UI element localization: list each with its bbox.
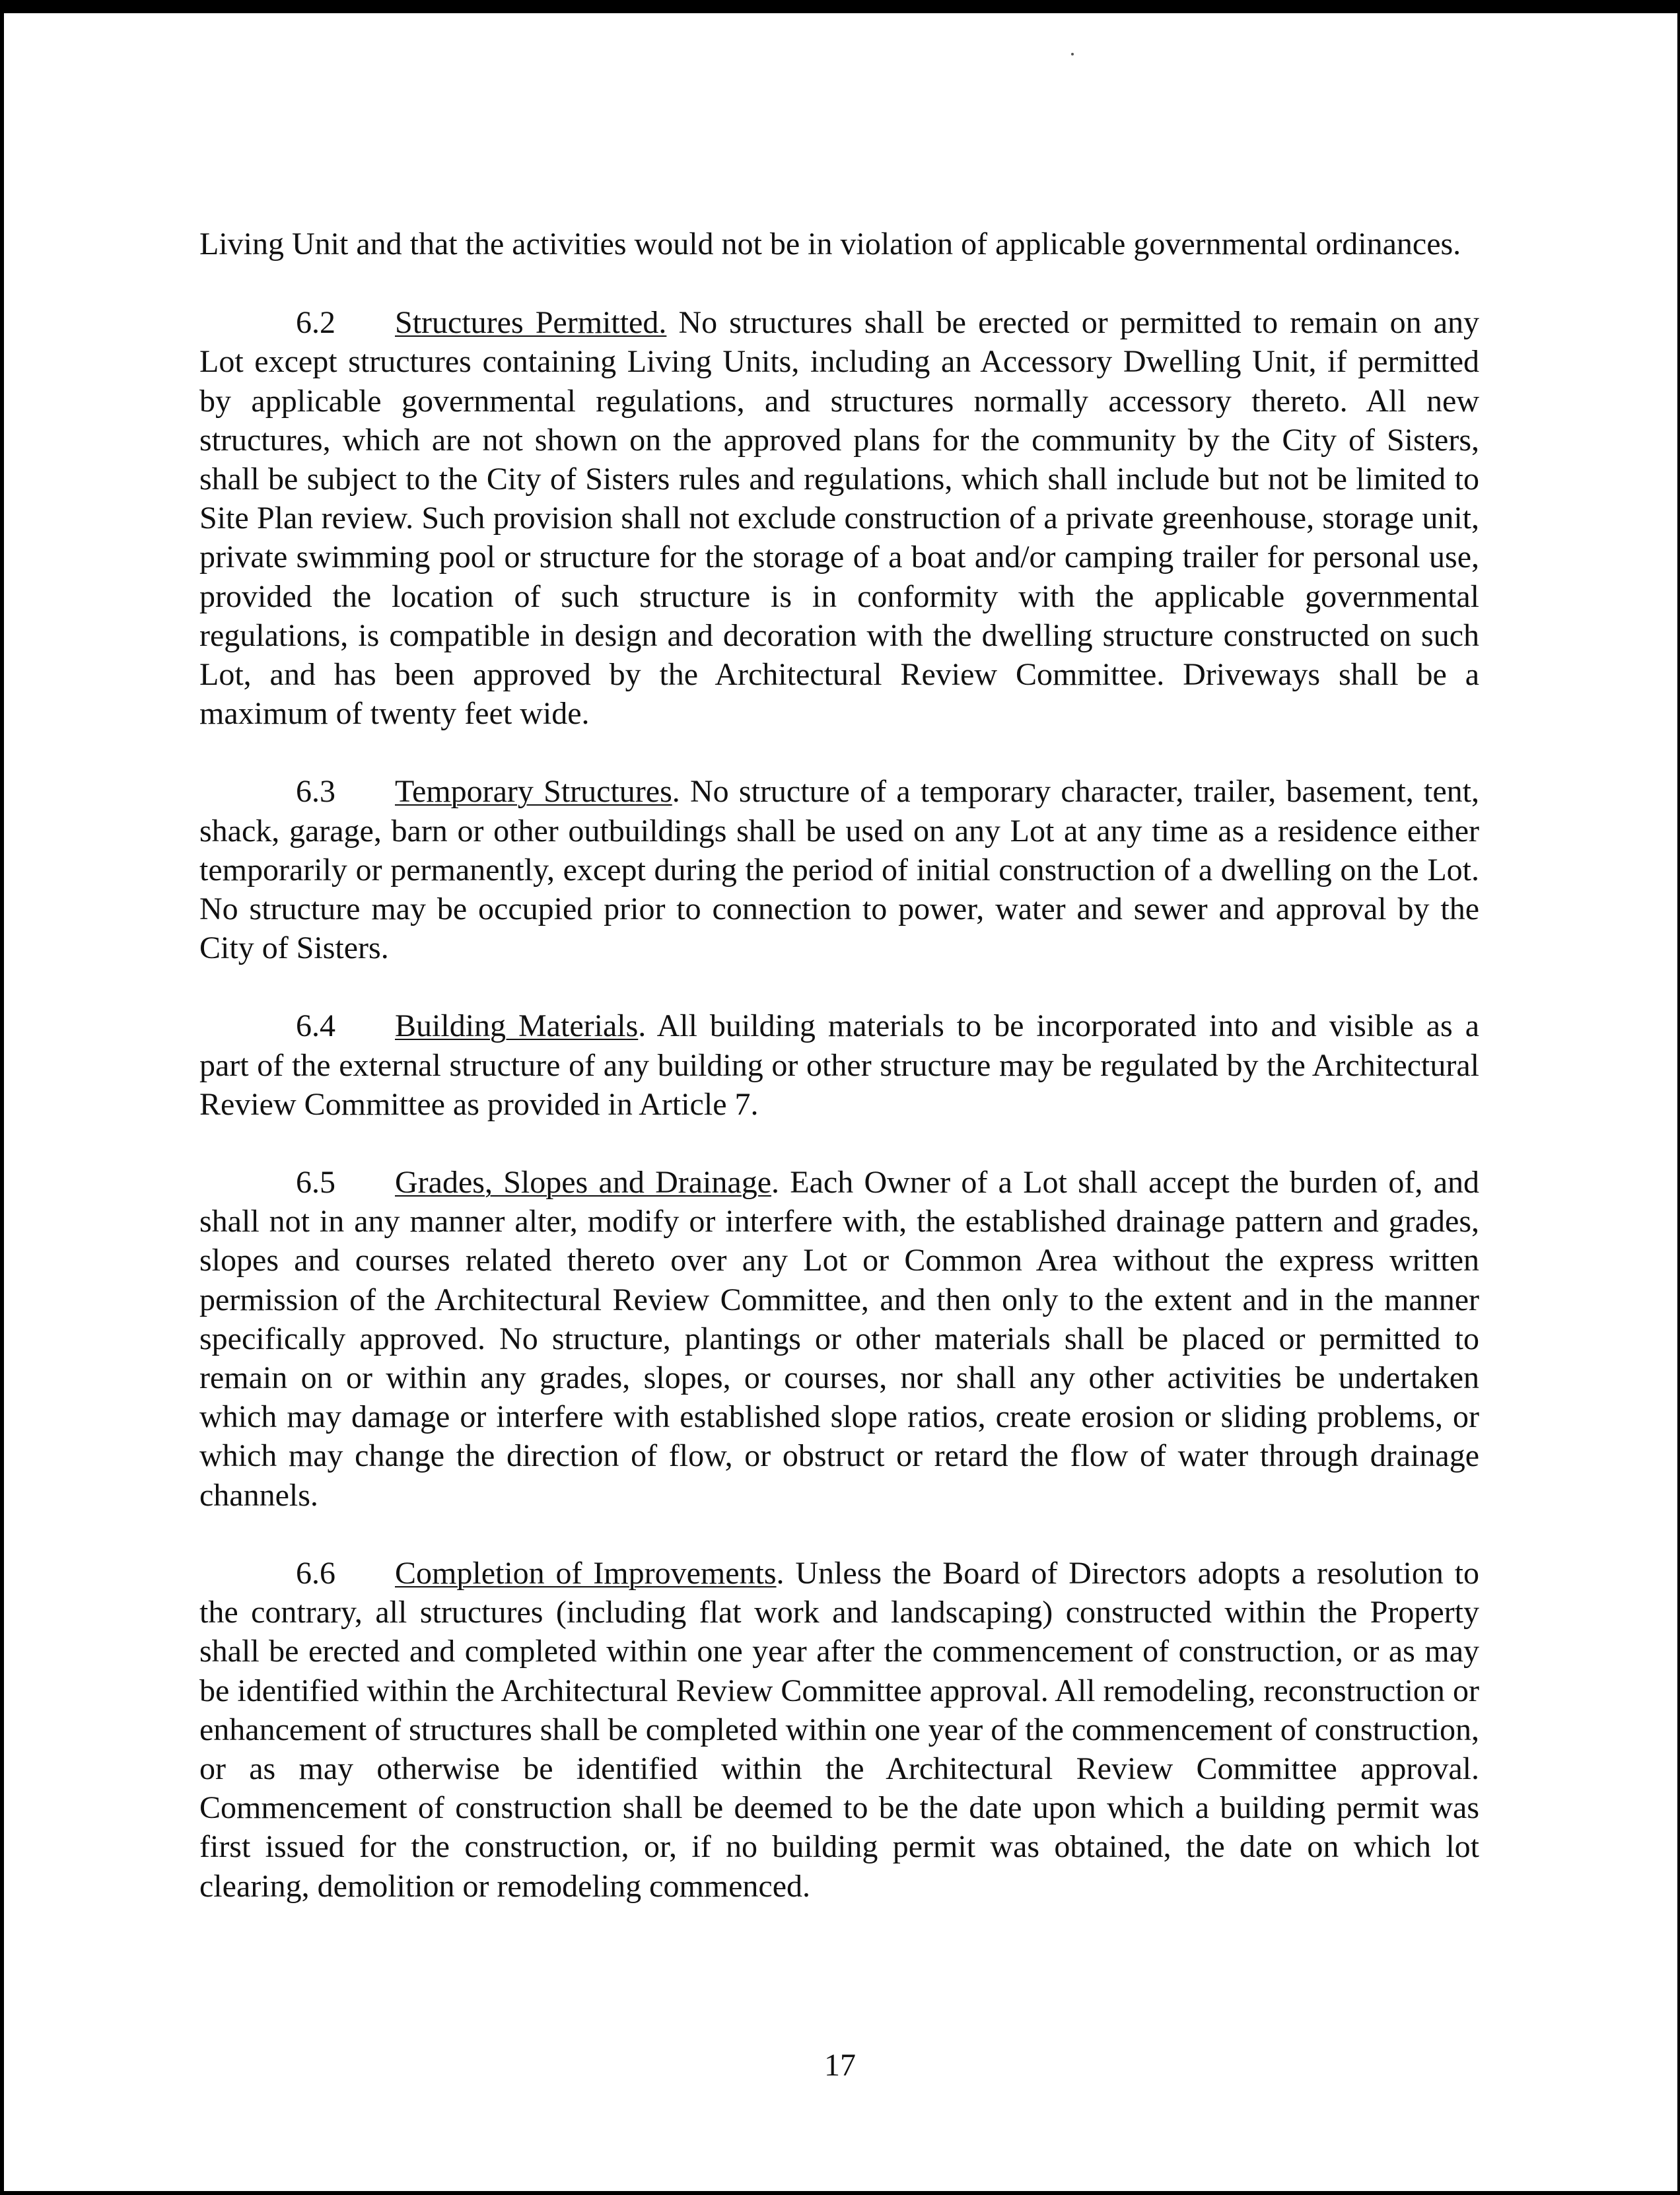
section-title: Temporary Structures xyxy=(395,774,672,810)
section-title: Completion of Improvements xyxy=(395,1555,777,1591)
intro-text: Living Unit and that the activities would not be in violation of applicable governmental ordinances. xyxy=(199,226,1461,261)
section-6-3 xyxy=(199,772,1479,967)
page-number: 17 xyxy=(824,2048,856,2083)
section-6-6 xyxy=(199,1554,1479,1906)
section-6-2 xyxy=(199,303,1479,733)
section-number: 6.6 xyxy=(296,1555,335,1591)
section-number: 6.5 xyxy=(296,1165,335,1201)
section-6-5 xyxy=(199,1163,1479,1515)
scan-bottom-border xyxy=(0,2191,1680,2195)
section-number: 6.2 xyxy=(296,305,335,341)
section-body: . Unless the Board of Directors adopts a resolution to the contrary, all structures (including flat work and landscaping) constructed within the Property shall be erected and completed within one year after the commencement of construction, or as may be identified within the Architectural Review Committee approval. All remodeling, reconstruction or enhancement of structures shall be completed within one year of the commencement of construction, or as may otherwise be identified within the Architectural Review Committee approval. Commencement of construction shall be deemed to be the date upon which a building permit was first issued for the construction, or, if no building permit was obtained, the date on which lot clearing, demolition or remodeling commenced. xyxy=(199,1555,1479,1904)
section-number: 6.4 xyxy=(296,1008,335,1044)
section-title: Grades, Slopes and Drainage xyxy=(395,1165,771,1201)
intro-paragraph xyxy=(199,225,1479,263)
section-title: Building Materials xyxy=(395,1008,639,1044)
section-6-4 xyxy=(199,1006,1479,1124)
scan-speck xyxy=(1071,53,1074,55)
section-body: . All building materials to be incorporated into and visible as a part of the external structure of any building or other structure may be regulated by the Architectural Review Committee as provided in Article 7. xyxy=(199,1008,1479,1122)
page-content xyxy=(199,225,1479,1945)
scan-left-border xyxy=(0,0,4,2195)
scan-top-border xyxy=(0,0,1680,13)
section-body: . Each Owner of a Lot shall accept the burden of, and shall not in any manner alter, modify or interfere with, the established drainage pattern and grades, slopes and courses related thereto over any Lot or Common Area without the express written permission of the Architectural Review Committee, and then only to the extent and in the manner specifically approved. No structure, plantings or other materials shall be placed or permitted to remain on or within any grades, slopes, or courses, nor shall any other activities be undertaken which may damage or interfere with established slope ratios, create erosion or sliding problems, or which may change the direction of flow, or obstruct or retard the flow of water through drainage channels. xyxy=(199,1165,1480,1513)
section-title: Structures Permitted. xyxy=(395,305,667,341)
section-number: 6.3 xyxy=(296,774,335,810)
section-body: No structures shall be erected or permitted to remain on any Lot except structures containing Living Units, including an Accessory Dwelling Unit, if permitted by applicable governmental regulations, and structures normally accessory thereto. All new structures, which are not shown on the approved plans for the community by the City of Sisters, shall be subject to the City of Sisters rules and regulations, which shall include but not be limited to Site Plan review. Such provision shall not exclude construction of a private greenhouse, storage unit, private swimming pool or structure for the storage of a boat and/or camping trailer for personal use, provided the location of such structure is in conformity with the applicable governmental regulations, is compatible in design and decoration with the dwelling structure constructed on such Lot, and has been approved by the Architectural Review Committee. Driveways shall be a maximum of twenty feet wide. xyxy=(199,305,1479,732)
scan-right-border xyxy=(1677,0,1680,2195)
section-body: . No structure of a temporary character, trailer, basement, tent, shack, garage, barn or other outbuildings shall be used on any Lot at any time as a residence either temporarily or permanently, except during the period of initial construction of a dwelling on the Lot. No structure may be occupied prior to connection to power, water and sewer and approval by the City of Sisters. xyxy=(199,774,1479,966)
